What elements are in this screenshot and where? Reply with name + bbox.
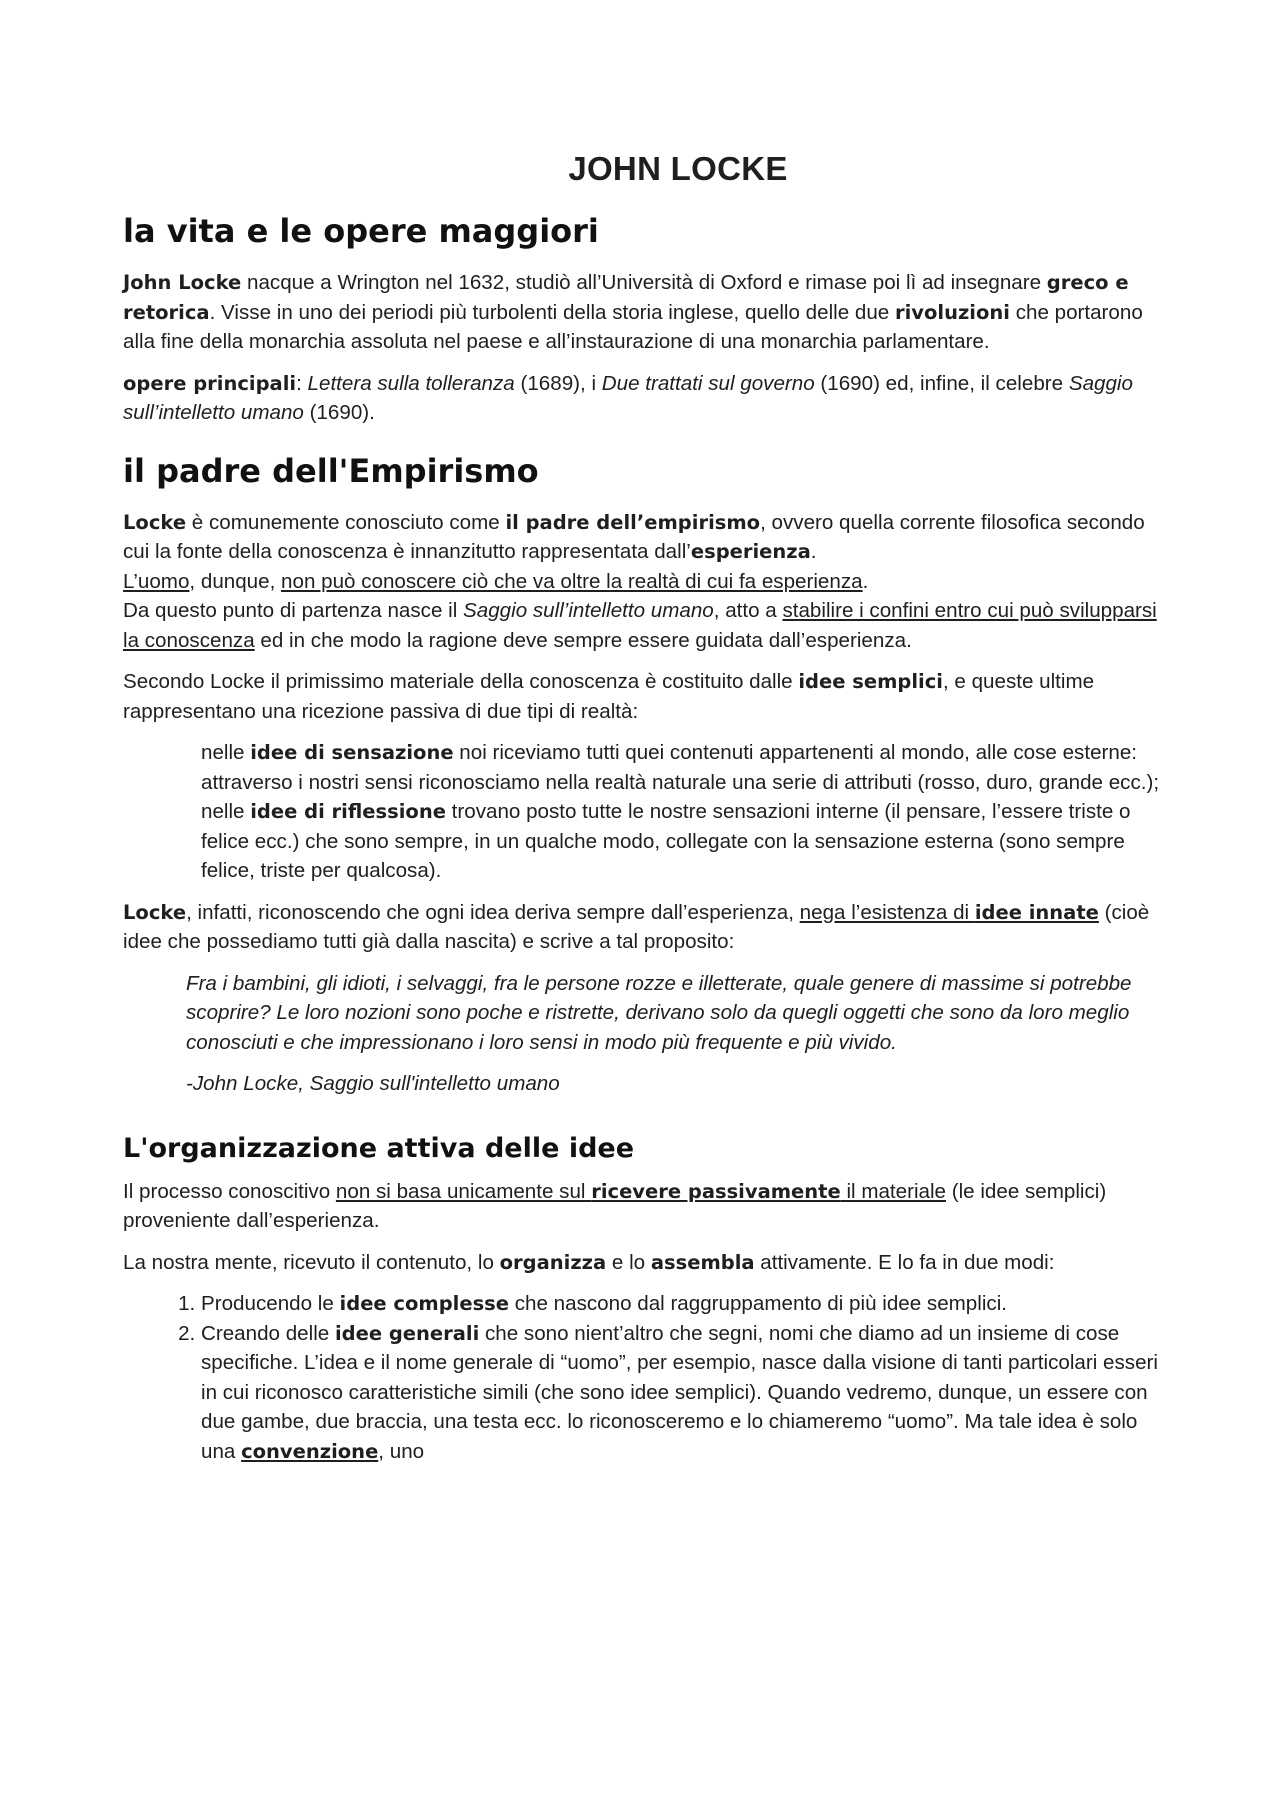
text: noi riceviamo tutti quei contenuti appartenenti al mondo, alle cose esterne: attraverso i nostri sensi riconosciamo nella realtà naturale una serie di attributi (rosso, duro, grande ecc.); — [201, 741, 1160, 794]
paragraph-mente — [123, 1248, 1173, 1278]
bold-text: opere principali — [123, 371, 297, 395]
text: , uno — [378, 1439, 425, 1463]
text: nelle — [201, 741, 251, 764]
text: Il processo conoscitivo — [123, 1179, 336, 1203]
underlined-text — [591, 1180, 841, 1203]
bold-text: esperienza — [690, 540, 811, 563]
text: Producendo le — [201, 1292, 340, 1315]
bold-text: il padre dell’empirismo — [505, 510, 761, 534]
text: che nascono dal raggruppamento di più idee semplici. — [509, 1292, 1008, 1315]
text: Creando delle — [201, 1321, 335, 1345]
section-heading-empirismo: il padre dell'Empirismo — [123, 451, 539, 490]
text: La nostra mente, ricevuto il contenuto, lo — [123, 1250, 500, 1274]
text: Da questo punto di partenza nasce il — [123, 599, 464, 622]
bold-text: idee innate — [974, 900, 1099, 924]
bold-text: idee generali — [334, 1321, 480, 1345]
bold-text: idee di sensazione — [250, 741, 454, 764]
text: . — [862, 569, 869, 593]
italic-text: Saggio sull’intelletto umano — [463, 599, 714, 622]
bold-text: ricevere passivamente — [591, 1179, 841, 1203]
bold-text: assembla — [650, 1250, 755, 1274]
text: , infatti, riconoscendo che ogni idea deriva sempre dall’esperienza, — [186, 900, 800, 924]
paragraph-idee-innate — [123, 898, 1173, 957]
underlined-text — [241, 1440, 378, 1463]
quote-text: Fra i bambini, gli idioti, i selvaggi, fra le persone rozze e illetterate, quale genere di massime si potrebbe scoprire? Le loro nozioni sono poche e ristrette, derivano solo da quegli oggetti che sono da loro meglio conosciuti e che impressionano i loro sensi in modo più frequente e più vivido. — [186, 971, 1132, 1054]
bold-text: rivoluzioni — [894, 300, 1010, 324]
text: : — [296, 371, 308, 395]
paragraph-processo — [123, 1177, 1173, 1236]
text: (1690). — [303, 401, 375, 424]
text: (1689), i — [514, 371, 602, 395]
section-heading-organizzazione: L'organizzazione attiva delle idee — [123, 1132, 635, 1164]
text: (1690) ed, infine, il celebre — [814, 371, 1069, 395]
list-item — [201, 1289, 1173, 1319]
text: trovano posto tutte le nostre sensazioni interne (il pensare, l’essere triste o felice ecc.) che sono sempre, in un qualche modo, collegate con la sensazione esterna (sono sempre felice, triste per qualcosa). — [201, 800, 1131, 882]
numbered-list — [123, 1289, 1173, 1466]
text: . Visse in uno dei periodi più turbolenti della storia inglese, quello delle due — [209, 300, 895, 324]
paragraph-opere — [123, 369, 1173, 428]
text: che sono nient’altro che segni, nomi che diamo ad un insieme di cose specifiche. L’idea e il nome generale di “uomo”, per esempio, nasce dalla visione di tanti particolari esseri in cui riconosco caratteristiche simili (che sono idee semplici). Quando vedremo, dunque, un essere con due gambe, due braccia, una testa ecc. lo riconosceremo e lo chiameremo “uomo”. Ma tale idea è solo una — [201, 1321, 1158, 1463]
text: , e queste ultime rappresentano una ricezione passiva di due tipi di realtà: — [123, 670, 1095, 723]
text: attivamente. E lo fa in due modi: — [754, 1250, 1055, 1274]
text: (le idee semplici) proveniente dall’esperienza. — [123, 1179, 1107, 1232]
text: che portarono alla fine della monarchia assoluta nel paese e all’instaurazione di una monarchia parlamentare. — [123, 300, 1143, 353]
bold-text: John Locke — [123, 271, 242, 294]
indented-list — [201, 738, 1173, 886]
underlined-text: nega l’esistenza di — [799, 900, 975, 924]
italic-text: Due trattati sul governo — [601, 371, 815, 395]
text: Secondo Locke il primissimo materiale della conoscenza è costituito dalle — [123, 670, 799, 693]
bold-text: greco e retorica — [123, 271, 1129, 324]
text: (cioè idee che possediamo tutti già dalla nascita) e scrive a tal proposito: — [123, 900, 1150, 953]
quote-attribution: -John Locke, Saggio sull'intelletto umano — [186, 1072, 560, 1095]
underlined-text: stabilire i confini entro cui può svilupparsi la conoscenza — [123, 599, 1157, 652]
italic-text: Saggio sull’intelletto umano — [123, 371, 1133, 424]
bold-text: idee complesse — [339, 1292, 510, 1315]
text: , dunque, — [189, 569, 282, 593]
bold-text: idee di riflessione — [250, 800, 446, 823]
blockquote — [186, 969, 1173, 1099]
list-item — [201, 797, 1173, 886]
underlined-text: L’uomo — [123, 569, 190, 593]
paragraph-idee-semplici — [123, 667, 1173, 726]
paragraph-biography — [123, 268, 1173, 357]
text: ed in che modo la ragione deve sempre essere guidata dall’esperienza. — [254, 628, 912, 652]
underlined-text: non si basa unicamente sul — [335, 1179, 592, 1203]
bold-text: idee semplici — [798, 670, 943, 693]
list-item — [201, 738, 1173, 797]
bold-text: convenzione — [241, 1439, 379, 1463]
text: nacque a Wrington nel 1632, studiò all’Università di Oxford e rimase poi lì ad insegnare — [241, 271, 1047, 294]
underlined-text: non può conoscere ciò che va oltre la realtà di cui fa esperienza — [281, 569, 863, 593]
page-title: JOHN LOCKE — [568, 150, 788, 187]
text: e lo — [606, 1250, 651, 1274]
bold-text: Locke — [123, 510, 187, 534]
section-heading-vita: la vita e le opere maggiori — [123, 212, 599, 250]
document-page — [123, 150, 1173, 1466]
underlined-text — [975, 901, 1099, 924]
text: nelle — [201, 800, 251, 823]
italic-text: Lettera sulla tolleranza — [307, 371, 515, 395]
underlined-text: il materiale — [840, 1179, 947, 1203]
bold-text: organizza — [499, 1250, 607, 1274]
text: , atto a — [713, 599, 783, 622]
text: , ovvero quella corrente filosofica secondo cui la fonte della conoscenza è innanzitutto rappresentata dall’ — [123, 510, 1145, 563]
text: . — [810, 540, 817, 563]
bold-text: Locke — [123, 900, 187, 924]
text: è comunemente conosciuto come — [186, 510, 506, 534]
list-item — [201, 1319, 1173, 1467]
paragraph-empirismo — [123, 508, 1173, 656]
